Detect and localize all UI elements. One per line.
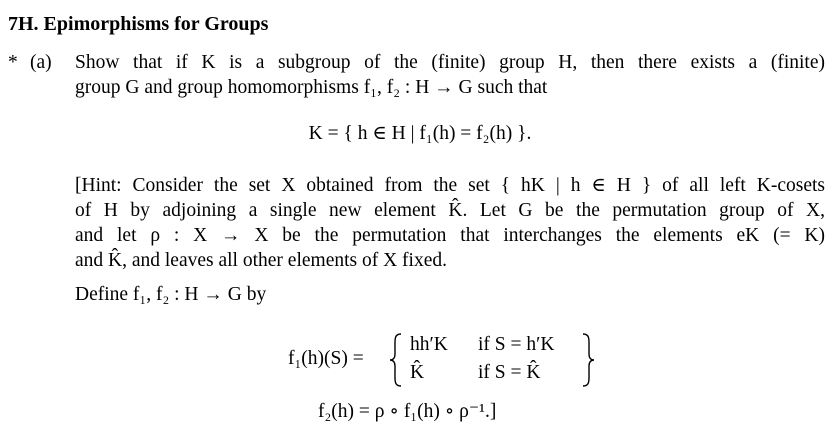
case-2-value: K̂	[410, 362, 425, 383]
display-equation: K = { h ∈ H | f₁(h) = f₂(h) }.	[308, 123, 532, 144]
f1-definition	[0, 330, 840, 390]
hint-line-1: [Hint: Consider the set X obtained from the set { hK | h ∈ H } of all left K-cosets	[75, 175, 825, 196]
define-line: Define f₁, f₂ : H → G by	[75, 284, 267, 305]
case-1-value: hh′K	[410, 334, 448, 355]
hint-line-4: and K̂, and leaves all other elements of X fixed.	[75, 250, 447, 271]
difficulty-star: *	[8, 52, 18, 73]
right-brace	[580, 332, 596, 388]
f1-lhs: f₁(h)(S) =	[288, 348, 364, 369]
case-2-condition: if S = K̂	[478, 362, 541, 383]
hint-line-3: and let ρ : X → X be the permutation that interchanges the elements eK (= K)	[75, 225, 825, 246]
section-title: 7H. Epimorphisms for Groups	[8, 13, 269, 35]
case-1-condition: if S = h′K	[478, 334, 555, 355]
part-label: (a)	[30, 52, 52, 73]
left-brace	[388, 332, 404, 388]
statement-line-2: group G and group homomorphisms f₁, f₂ : H → G such that	[75, 77, 548, 98]
hint-line-2: of H by adjoining a single new element K̂. Let G be the permutation group of X,	[75, 200, 825, 221]
statement-line-1: Show that if K is a subgroup of the (finite) group H, then there exists a (finite)	[75, 52, 825, 73]
f2-equation: f₂(h) = ρ ∘ f₁(h) ∘ ρ⁻¹.]	[318, 401, 497, 422]
